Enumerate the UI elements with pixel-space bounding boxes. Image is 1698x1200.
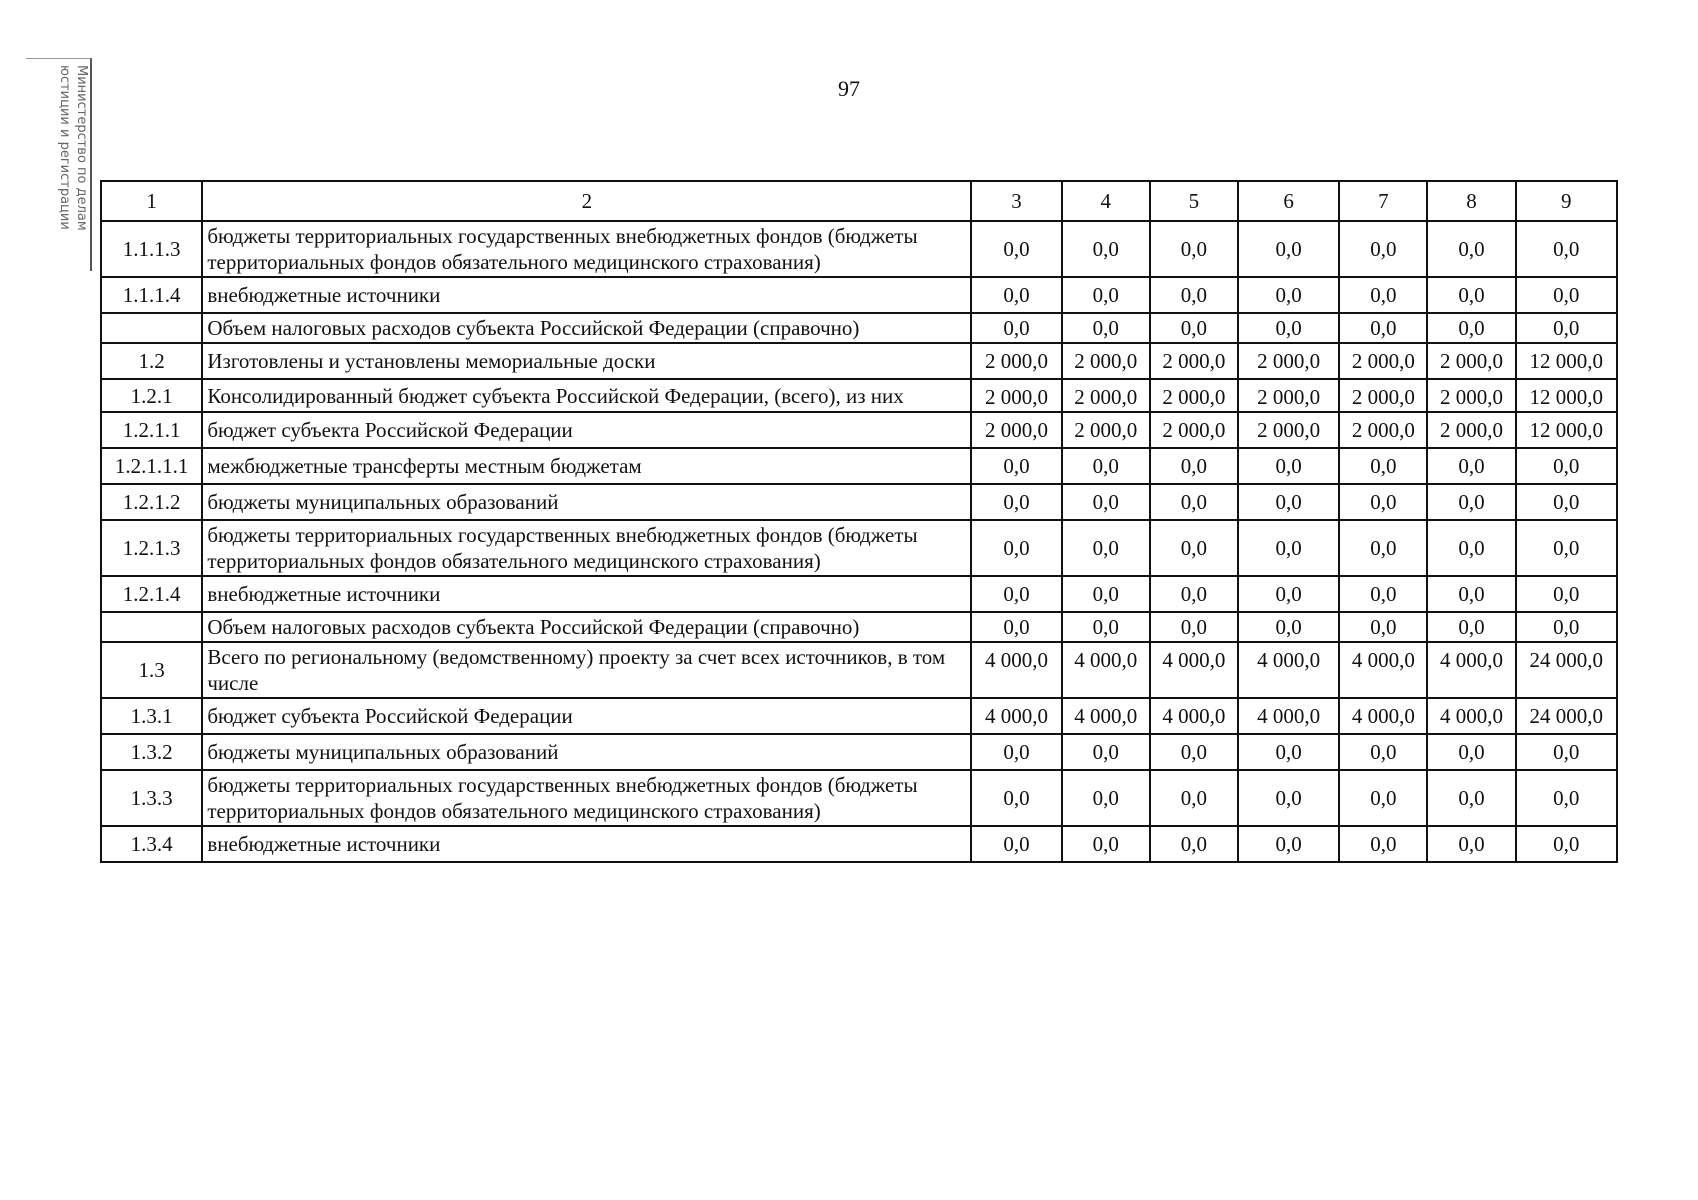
value-cell: 2 000,0 bbox=[1339, 379, 1427, 412]
row-description: бюджеты территориальных государственных внебюджетных фондов (бюджеты территориальных фондов обязательного медицинского страхования) bbox=[202, 221, 971, 277]
financing-table bbox=[100, 180, 1618, 863]
row-number: 1.3.2 bbox=[101, 734, 202, 770]
value-cell: 0,0 bbox=[1516, 612, 1617, 642]
row-description: внебюджетные источники bbox=[202, 277, 971, 313]
value-cell: 0,0 bbox=[1516, 520, 1617, 576]
value-cell: 2 000,0 bbox=[1339, 412, 1427, 448]
value-cell: 0,0 bbox=[1238, 448, 1339, 484]
row-description: внебюджетные источники bbox=[202, 826, 971, 862]
value-cell: 2 000,0 bbox=[1150, 412, 1238, 448]
row-description: бюджеты территориальных государственных внебюджетных фондов (бюджеты территориальных фондов обязательного медицинского страхования) bbox=[202, 770, 971, 826]
value-cell: 2 000,0 bbox=[1238, 379, 1339, 412]
value-cell: 0,0 bbox=[1238, 221, 1339, 277]
value-cell: 24 000,0 bbox=[1516, 642, 1617, 698]
value-cell: 0,0 bbox=[1062, 826, 1150, 862]
value-cell: 4 000,0 bbox=[1150, 642, 1238, 698]
value-cell: 0,0 bbox=[1238, 826, 1339, 862]
value-cell: 2 000,0 bbox=[1062, 379, 1150, 412]
column-header: 4 bbox=[1062, 181, 1150, 221]
row-description: бюджет субъекта Российской Федерации bbox=[202, 412, 971, 448]
value-cell: 2 000,0 bbox=[1062, 412, 1150, 448]
value-cell: 0,0 bbox=[1427, 612, 1515, 642]
value-cell: 0,0 bbox=[1150, 612, 1238, 642]
value-cell: 0,0 bbox=[971, 826, 1061, 862]
value-cell: 0,0 bbox=[1339, 770, 1427, 826]
value-cell: 0,0 bbox=[1427, 313, 1515, 343]
value-cell: 4 000,0 bbox=[1062, 698, 1150, 734]
row-number: 1.2.1.1.1 bbox=[101, 448, 202, 484]
value-cell: 0,0 bbox=[1516, 313, 1617, 343]
value-cell: 0,0 bbox=[1516, 221, 1617, 277]
value-cell: 0,0 bbox=[1062, 277, 1150, 313]
row-number: 1.2.1 bbox=[101, 379, 202, 412]
value-cell: 0,0 bbox=[971, 520, 1061, 576]
value-cell: 4 000,0 bbox=[1339, 698, 1427, 734]
value-cell: 0,0 bbox=[1062, 770, 1150, 826]
column-header: 1 bbox=[101, 181, 202, 221]
row-description: бюджеты муниципальных образований bbox=[202, 734, 971, 770]
value-cell: 0,0 bbox=[1339, 448, 1427, 484]
value-cell: 0,0 bbox=[1062, 448, 1150, 484]
value-cell: 0,0 bbox=[971, 277, 1061, 313]
row-description: Объем налоговых расходов субъекта Российской Федерации (справочно) bbox=[202, 612, 971, 642]
row-number: 1.3 bbox=[101, 642, 202, 698]
value-cell: 2 000,0 bbox=[1150, 343, 1238, 379]
value-cell: 0,0 bbox=[1238, 576, 1339, 612]
table-row bbox=[101, 221, 1617, 277]
value-cell: 12 000,0 bbox=[1516, 412, 1617, 448]
value-cell: 0,0 bbox=[1427, 484, 1515, 520]
value-cell: 2 000,0 bbox=[1339, 343, 1427, 379]
table-row bbox=[101, 612, 1617, 642]
row-number: 1.2.1.4 bbox=[101, 576, 202, 612]
row-number: 1.3.3 bbox=[101, 770, 202, 826]
value-cell: 2 000,0 bbox=[971, 412, 1061, 448]
row-description: Объем налоговых расходов субъекта Российской Федерации (справочно) bbox=[202, 313, 971, 343]
value-cell: 0,0 bbox=[1339, 826, 1427, 862]
value-cell: 0,0 bbox=[1427, 221, 1515, 277]
header-row bbox=[101, 181, 1617, 221]
value-cell: 0,0 bbox=[1062, 576, 1150, 612]
value-cell: 0,0 bbox=[1339, 576, 1427, 612]
row-number: 1.1.1.3 bbox=[101, 221, 202, 277]
table-row bbox=[101, 343, 1617, 379]
value-cell: 2 000,0 bbox=[1150, 379, 1238, 412]
row-description: Изготовлены и установлены мемориальные доски bbox=[202, 343, 971, 379]
row-description: бюджеты территориальных государственных внебюджетных фондов (бюджеты территориальных фондов обязательного медицинского страхования) bbox=[202, 520, 971, 576]
table-row bbox=[101, 698, 1617, 734]
value-cell: 12 000,0 bbox=[1516, 343, 1617, 379]
value-cell: 0,0 bbox=[1150, 484, 1238, 520]
column-header: 2 bbox=[202, 181, 971, 221]
value-cell: 0,0 bbox=[1150, 576, 1238, 612]
value-cell: 0,0 bbox=[1516, 484, 1617, 520]
value-cell: 0,0 bbox=[1516, 770, 1617, 826]
row-description: бюджеты муниципальных образований bbox=[202, 484, 971, 520]
value-cell: 0,0 bbox=[1516, 448, 1617, 484]
value-cell: 0,0 bbox=[1516, 576, 1617, 612]
value-cell: 0,0 bbox=[971, 448, 1061, 484]
value-cell: 0,0 bbox=[1150, 448, 1238, 484]
row-number: 1.2.1.1 bbox=[101, 412, 202, 448]
value-cell: 4 000,0 bbox=[1238, 642, 1339, 698]
value-cell: 0,0 bbox=[1238, 734, 1339, 770]
value-cell: 4 000,0 bbox=[971, 698, 1061, 734]
column-header: 9 bbox=[1516, 181, 1617, 221]
table-row bbox=[101, 412, 1617, 448]
value-cell: 0,0 bbox=[1238, 313, 1339, 343]
row-number: 1.2.1.3 bbox=[101, 520, 202, 576]
value-cell: 2 000,0 bbox=[1238, 412, 1339, 448]
value-cell: 4 000,0 bbox=[1062, 642, 1150, 698]
value-cell: 0,0 bbox=[1427, 277, 1515, 313]
value-cell: 4 000,0 bbox=[1339, 642, 1427, 698]
value-cell: 4 000,0 bbox=[1427, 698, 1515, 734]
value-cell: 0,0 bbox=[1427, 770, 1515, 826]
table-row bbox=[101, 448, 1617, 484]
value-cell: 0,0 bbox=[1062, 484, 1150, 520]
value-cell: 0,0 bbox=[1339, 612, 1427, 642]
value-cell: 0,0 bbox=[1339, 277, 1427, 313]
row-number: 1.3.1 bbox=[101, 698, 202, 734]
column-header: 6 bbox=[1238, 181, 1339, 221]
row-description: бюджет субъекта Российской Федерации bbox=[202, 698, 971, 734]
value-cell: 12 000,0 bbox=[1516, 379, 1617, 412]
value-cell: 2 000,0 bbox=[1427, 379, 1515, 412]
value-cell: 4 000,0 bbox=[1427, 642, 1515, 698]
value-cell: 0,0 bbox=[971, 770, 1061, 826]
value-cell: 0,0 bbox=[1339, 484, 1427, 520]
value-cell: 0,0 bbox=[1062, 520, 1150, 576]
table-body bbox=[101, 221, 1617, 862]
value-cell: 0,0 bbox=[1339, 221, 1427, 277]
table-row bbox=[101, 379, 1617, 412]
column-header: 8 bbox=[1427, 181, 1515, 221]
row-number: 1.2 bbox=[101, 343, 202, 379]
value-cell: 0,0 bbox=[1238, 277, 1339, 313]
row-description: Консолидированный бюджет субъекта Российской Федерации, (всего), из них bbox=[202, 379, 971, 412]
table-row bbox=[101, 484, 1617, 520]
table-row bbox=[101, 826, 1617, 862]
value-cell: 0,0 bbox=[1238, 770, 1339, 826]
value-cell: 0,0 bbox=[1427, 448, 1515, 484]
table-row bbox=[101, 734, 1617, 770]
value-cell: 0,0 bbox=[1427, 734, 1515, 770]
value-cell: 0,0 bbox=[1150, 826, 1238, 862]
value-cell: 2 000,0 bbox=[971, 343, 1061, 379]
column-header: 7 bbox=[1339, 181, 1427, 221]
value-cell: 0,0 bbox=[1427, 520, 1515, 576]
value-cell: 2 000,0 bbox=[1427, 412, 1515, 448]
value-cell: 0,0 bbox=[1150, 221, 1238, 277]
value-cell: 0,0 bbox=[1238, 520, 1339, 576]
value-cell: 0,0 bbox=[1150, 520, 1238, 576]
row-description: внебюджетные источники bbox=[202, 576, 971, 612]
value-cell: 0,0 bbox=[971, 484, 1061, 520]
row-number: 1.3.4 bbox=[101, 826, 202, 862]
value-cell: 0,0 bbox=[1427, 826, 1515, 862]
table-row bbox=[101, 313, 1617, 343]
table-row bbox=[101, 770, 1617, 826]
registration-stamp bbox=[26, 58, 92, 271]
value-cell: 0,0 bbox=[1062, 221, 1150, 277]
value-cell: 4 000,0 bbox=[1150, 698, 1238, 734]
value-cell: 0,0 bbox=[1427, 576, 1515, 612]
value-cell: 0,0 bbox=[1238, 612, 1339, 642]
value-cell: 0,0 bbox=[971, 221, 1061, 277]
value-cell: 0,0 bbox=[971, 734, 1061, 770]
stamp-line: юстиции и регистрации bbox=[57, 65, 72, 230]
row-number: 1.2.1.2 bbox=[101, 484, 202, 520]
row-number: 1.1.1.4 bbox=[101, 277, 202, 313]
value-cell: 0,0 bbox=[1238, 484, 1339, 520]
value-cell: 0,0 bbox=[1150, 734, 1238, 770]
value-cell: 0,0 bbox=[1516, 277, 1617, 313]
value-cell: 2 000,0 bbox=[1238, 343, 1339, 379]
value-cell: 4 000,0 bbox=[971, 642, 1061, 698]
stamp-line: Министерство по делам bbox=[74, 65, 89, 231]
value-cell: 0,0 bbox=[971, 612, 1061, 642]
value-cell: 0,0 bbox=[1516, 826, 1617, 862]
table-row bbox=[101, 576, 1617, 612]
value-cell: 0,0 bbox=[1516, 734, 1617, 770]
value-cell: 0,0 bbox=[1339, 520, 1427, 576]
column-header: 5 bbox=[1150, 181, 1238, 221]
value-cell: 0,0 bbox=[1150, 313, 1238, 343]
value-cell: 0,0 bbox=[1339, 313, 1427, 343]
column-header: 3 bbox=[971, 181, 1061, 221]
value-cell: 0,0 bbox=[971, 313, 1061, 343]
row-description: межбюджетные трансферты местным бюджетам bbox=[202, 448, 971, 484]
value-cell: 0,0 bbox=[1062, 734, 1150, 770]
value-cell: 0,0 bbox=[1062, 612, 1150, 642]
row-number bbox=[101, 313, 202, 343]
value-cell: 0,0 bbox=[1339, 734, 1427, 770]
value-cell: 24 000,0 bbox=[1516, 698, 1617, 734]
table-row bbox=[101, 277, 1617, 313]
stamp-text bbox=[56, 59, 90, 271]
value-cell: 0,0 bbox=[1150, 770, 1238, 826]
value-cell: 4 000,0 bbox=[1238, 698, 1339, 734]
table-row bbox=[101, 642, 1617, 698]
value-cell: 0,0 bbox=[1150, 277, 1238, 313]
row-description: Всего по региональному (ведомственному) проекту за счет всех источников, в том числе bbox=[202, 642, 971, 698]
value-cell: 2 000,0 bbox=[971, 379, 1061, 412]
value-cell: 0,0 bbox=[1062, 313, 1150, 343]
page-number: 97 bbox=[838, 76, 860, 101]
table-row bbox=[101, 520, 1617, 576]
value-cell: 0,0 bbox=[971, 576, 1061, 612]
row-number bbox=[101, 612, 202, 642]
value-cell: 2 000,0 bbox=[1062, 343, 1150, 379]
value-cell: 2 000,0 bbox=[1427, 343, 1515, 379]
